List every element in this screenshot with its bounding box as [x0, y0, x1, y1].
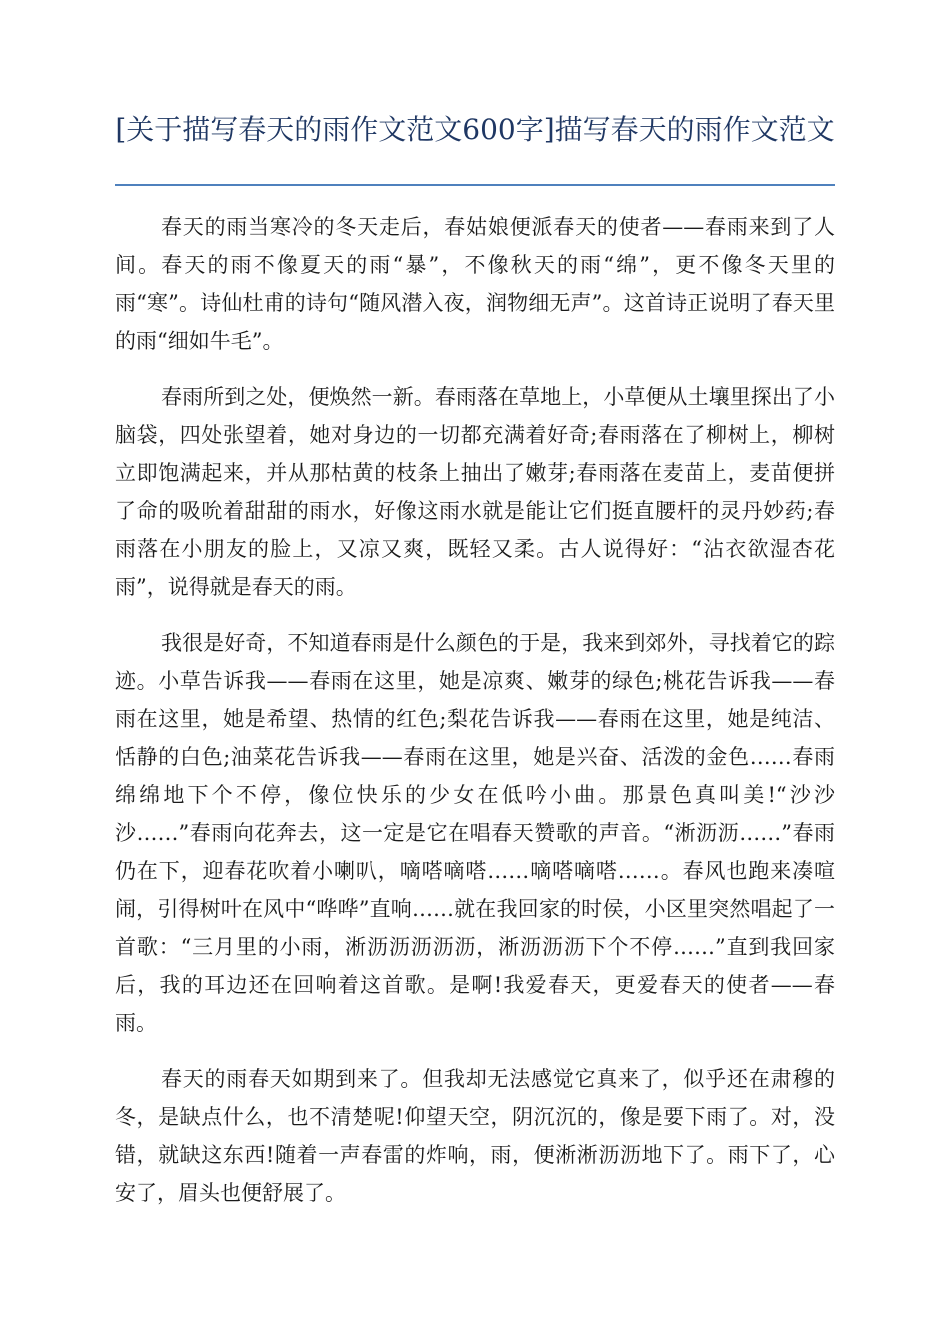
- document-title: [关于描写春天的雨作文范文600字]描写春天的雨作文范文: [115, 113, 835, 146]
- title-underline: [115, 184, 835, 186]
- paragraph-2: 春雨所到之处，便焕然一新。春雨落在草地上，小草便从土壤里探出了小脑袋，四处张望着，她对身边的一切都充满着好奇;春雨落在了柳树上，柳树立即饱满起来，并从那枯黄的枝条上抽出了嫩芽;春雨落在麦苗上，麦苗便拼了命的吸吮着甜甜的雨水，好像这雨水就是能让它们挺直腰杆的灵丹妙药;春雨落在小朋友的脸上，又凉又爽，既轻又柔。古人说得好：“沾衣欲湿杏花雨”，说得就是春天的雨。: [115, 385, 835, 599]
- paragraph-4: 春天的雨春天如期到来了。但我却无法感觉它真来了，似乎还在肃穆的冬，是缺点什么，也不清楚呢!仰望天空，阴沉沉的，像是要下雨了。对，没错，就缺这东西!随着一声春雷的炸响，雨，便淅淅沥沥地下了。雨下了，心安了，眉头也便舒展了。: [115, 1067, 835, 1205]
- paragraph-3: 我很是好奇，不知道春雨是什么颜色的于是，我来到郊外，寻找着它的踪迹。小草告诉我——春雨在这里，她是凉爽、嫩芽的绿色;桃花告诉我——春雨在这里，她是希望、热情的红色;梨花告诉我——春雨在这里，她是纯洁、恬静的白色;油菜花告诉我——春雨在这里，她是兴奋、活泼的金色……春雨绵绵地下个不停，像位快乐的少女在低吟小曲。那景色真叫美!“沙沙沙……”春雨向花奔去，这一定是它在唱春天赞歌的声音。“淅沥沥……”春雨仍在下，迎春花吹着小喇叭，嘀嗒嘀嗒……嘀嗒嘀嗒……。春风也跑来凑喧闹，引得树叶在风中“哗哗”直响……就在我回家的时侯，小区里突然唱起了一首歌：“三月里的小雨，淅沥沥沥沥沥，淅沥沥沥下个不停……”直到我回家后，我的耳边还在回响着这首歌。是啊!我爱春天，更爱春天的使者——春雨。: [115, 631, 835, 1035]
- paragraph-1: 春天的雨当寒冷的冬天走后，春姑娘便派春天的使者——春雨来到了人间。春天的雨不像夏天的雨“暴”，不像秋天的雨“绵”，更不像冬天里的雨“寒”。诗仙杜甫的诗句“随风潜入夜，润物细无声”。这首诗正说明了春天里的雨“细如牛毛”。: [115, 215, 835, 353]
- document-body: [115, 208, 835, 1230]
